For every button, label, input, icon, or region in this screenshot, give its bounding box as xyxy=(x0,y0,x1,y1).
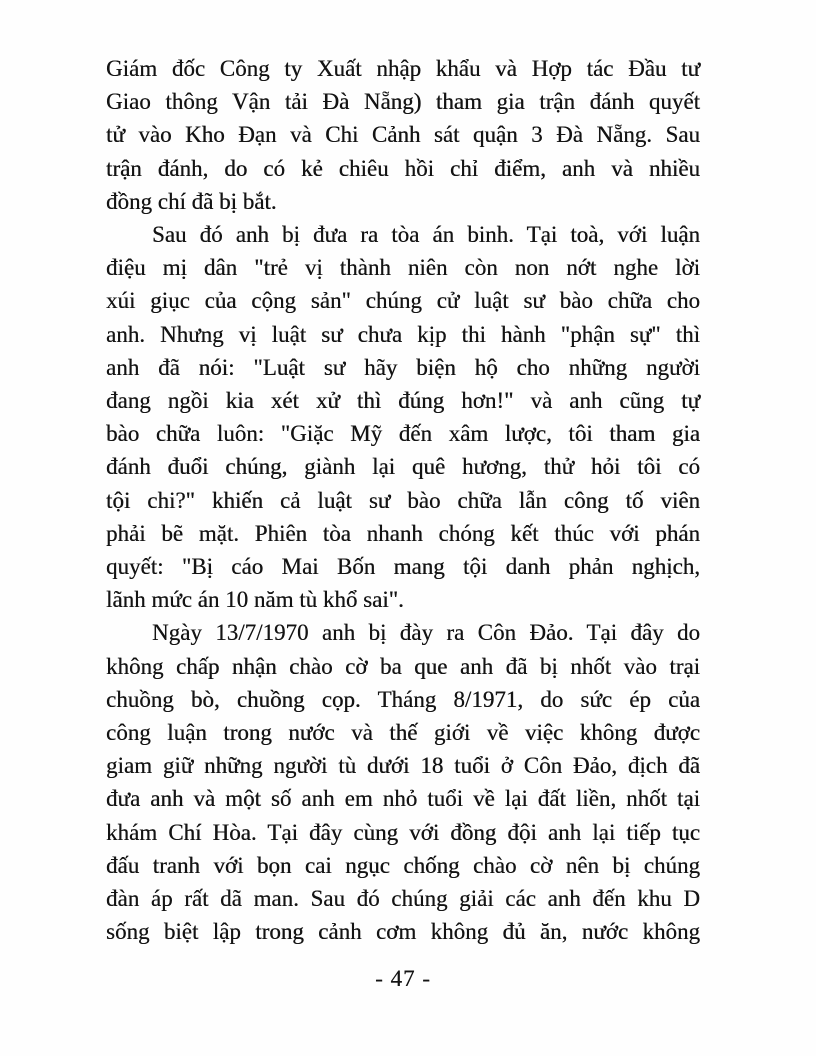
text-line: chuồng bò, chuồng cọp. Tháng 8/1971, do sức ép của xyxy=(106,686,700,712)
paragraph xyxy=(106,616,700,948)
text-line: đưa anh và một số anh em nhỏ tuổi về lại đất liền, nhốt tại xyxy=(106,786,700,812)
text-line: công luận trong nước và thế giới về việc không được xyxy=(106,720,700,746)
text-line: điệu mị dân "trẻ vị thành niên còn non nớt nghe lời xyxy=(106,255,700,281)
text-line: đấu tranh với bọn cai ngục chống chào cờ nên bị chúng xyxy=(106,852,700,878)
text-line: trận đánh, do có kẻ chiêu hồi chỉ điểm, anh và nhiều xyxy=(106,155,700,181)
text-line: sống biệt lập trong cảnh cơm không đủ ăn, nước không xyxy=(106,919,700,945)
page-number: - 47 - xyxy=(375,966,431,991)
text-line: Ngày 13/7/1970 anh bị đày ra Côn Đảo. Tại đây do xyxy=(152,620,700,646)
text-line: anh đã nói: "Luật sư hãy biện hộ cho những người xyxy=(106,354,700,380)
text-line: lãnh mức án 10 năm tù khổ sai". xyxy=(106,587,404,613)
text-line: Giao thông Vận tải Đà Nẵng) tham gia trận đánh quyết xyxy=(106,89,700,115)
text-line: bào chữa luôn: "Giặc Mỹ đến xâm lược, tôi tham gia xyxy=(106,421,700,447)
paragraph xyxy=(106,52,700,218)
text-line: quyết: "Bị cáo Mai Bốn mang tội danh phản nghịch, xyxy=(106,554,700,580)
text-line: đánh đuổi chúng, giành lại quê hương, thử hỏi tôi có xyxy=(106,454,700,480)
text-line: không chấp nhận chào cờ ba que anh đã bị nhốt vào trại xyxy=(106,653,700,679)
body-text xyxy=(106,52,700,948)
text-line: xúi giục của cộng sản" chúng cử luật sư bào chữa cho xyxy=(106,288,700,314)
text-line: đang ngồi kia xét xử thì đúng hơn!" và anh cũng tự xyxy=(106,388,700,414)
text-line: đồng chí đã bị bắt. xyxy=(106,188,277,214)
text-line: tội chi?" khiến cả luật sư bào chữa lẫn công tố viên xyxy=(106,487,700,513)
text-line: đàn áp rất dã man. Sau đó chúng giải các anh đến khu D xyxy=(106,886,700,912)
text-line: giam giữ những người tù dưới 18 tuổi ở Côn Đảo, địch đã xyxy=(106,753,700,779)
paragraph xyxy=(106,218,700,616)
text-line: tử vào Kho Đạn và Chi Cảnh sát quận 3 Đà Nẵng. Sau xyxy=(106,122,700,148)
text-line: Giám đốc Công ty Xuất nhập khẩu và Hợp tác Đầu tư xyxy=(106,56,700,81)
text-line: phải bẽ mặt. Phiên tòa nhanh chóng kết thúc với phán xyxy=(106,520,700,546)
text-line: khám Chí Hòa. Tại đây cùng với đồng đội anh lại tiếp tục xyxy=(106,819,700,845)
text-line: Sau đó anh bị đưa ra tòa án binh. Tại toà, với luận xyxy=(152,222,700,248)
text-line: anh. Nhưng vị luật sư chưa kịp thi hành "phận sự" thì xyxy=(106,321,700,347)
